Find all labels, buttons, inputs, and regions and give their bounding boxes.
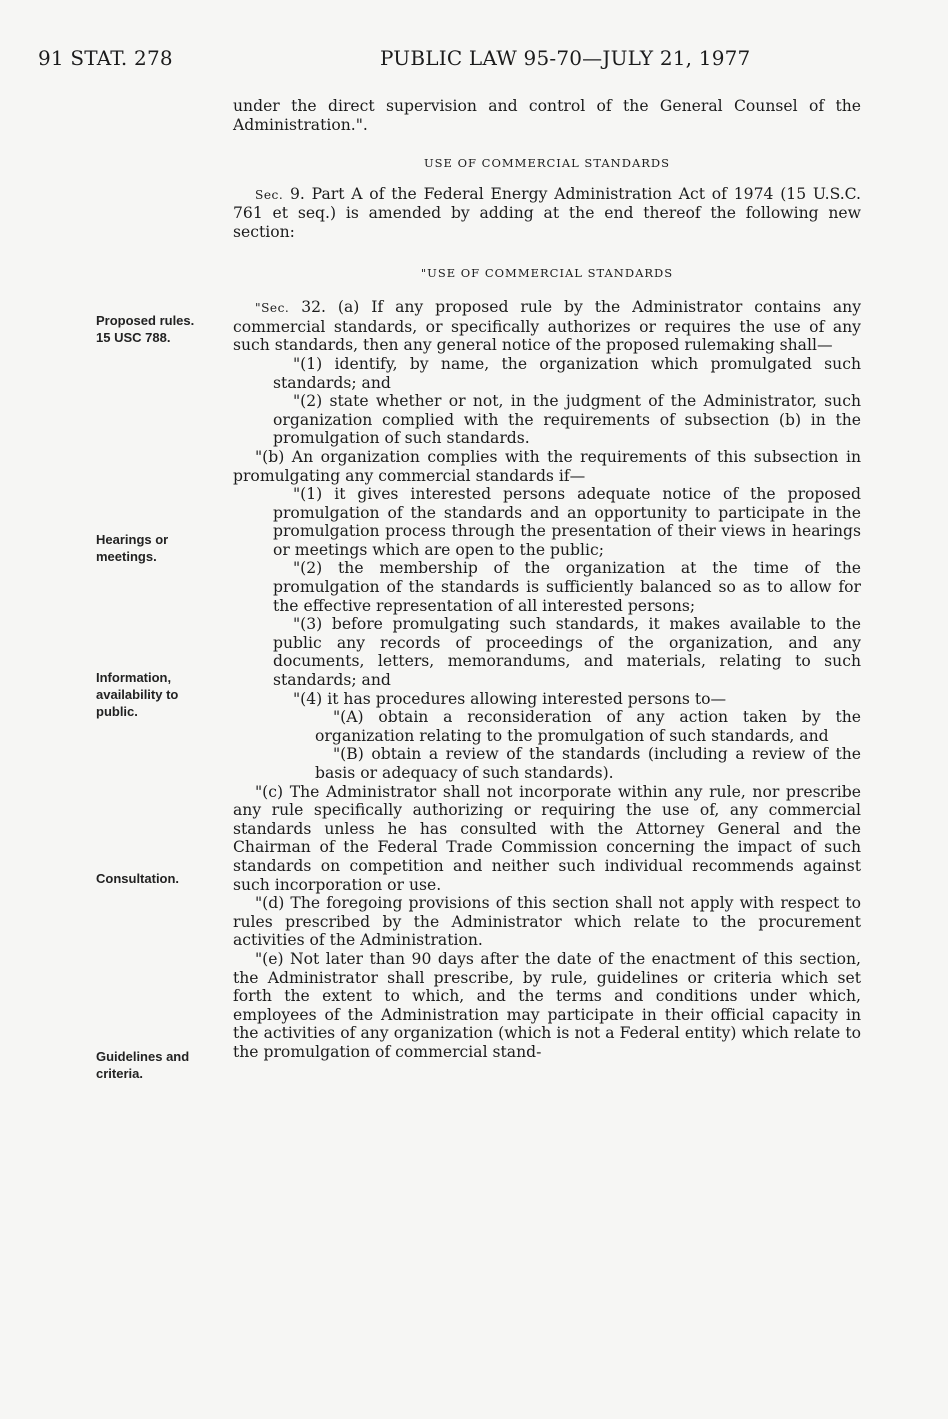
paragraph-b4a: "(A) obtain a reconsideration of any action taken by the organization relating to the promulgation of such standards, and	[315, 708, 861, 745]
paragraph-b1: "(1) it gives interested persons adequate notice of the proposed promulgation of the standards and an opportunity to participate in the promulgation process through the presentation of their views in hearings or meetings which are open to the public;	[273, 485, 861, 559]
statute-page-number: 91 STAT. 278	[38, 46, 173, 70]
margin-note-line: 15 USC 788.	[96, 330, 171, 345]
margin-note-guidelines	[96, 1048, 221, 1082]
new-section-heading: "USE OF COMMERCIAL STANDARDS	[420, 265, 674, 280]
section-32-paragraph	[233, 298, 861, 355]
margin-note-line: Proposed rules.	[96, 313, 195, 328]
margin-note-line: public.	[96, 704, 138, 719]
paragraph-a1: "(1) identify, by name, the organization which promulgated such standards; and	[273, 354, 861, 392]
paragraph-b: "(b) An organization complies with the requirements of this subsection in promulgating any commercial standards if—	[233, 447, 861, 485]
section-heading: USE OF COMMERCIAL STANDARDS	[423, 156, 671, 171]
section-label: Sec.	[255, 187, 284, 202]
running-header-title: PUBLIC LAW 95-70—JULY 21, 1977	[380, 46, 751, 70]
margin-note-line: meetings.	[96, 549, 157, 564]
paragraph-d: "(d) The foregoing provisions of this section shall not apply with respect to rules prescribed by the Administrator which relate to the procurement activities of the Administration.	[233, 894, 861, 950]
margin-note-hearings	[96, 531, 221, 565]
section-label: "Sec.	[255, 301, 290, 316]
paragraph-b4b: "(B) obtain a review of the standards (including a review of the basis or adequacy of such standards).	[315, 745, 861, 782]
margin-note-line: criteria.	[96, 1066, 143, 1081]
margin-note-line: Consultation.	[96, 871, 180, 886]
continuation-paragraph: under the direct supervision and control of the General Counsel of the Administration.".	[233, 97, 861, 134]
margin-note-line: Hearings or	[96, 532, 169, 547]
margin-note-proposed-rules	[96, 312, 221, 346]
paragraph-c: "(c) The Administrator shall not incorporate within any rule, nor prescribe any rule specifically authorizing or requiring the use of, any commercial standards unless he has consulted with the Attorney General and the Chairman of the Federal Trade Commission concerning the impact of such standards on competition and neither such individual recommends against such incorporation or use.	[233, 782, 861, 894]
paragraph-b3: "(3) before promulgating such standards, it makes available to the public any records of proceedings of the organization, and any documents, letters, memorandums, and materials, relating to such standards; and	[273, 615, 861, 690]
paragraph-b4: "(4) it has procedures allowing interested persons to—	[293, 689, 727, 708]
section-9-paragraph	[233, 185, 861, 242]
margin-note-consultation	[96, 870, 221, 887]
paragraph-e: "(e) Not later than 90 days after the date of the enactment of this section, the Administrator shall prescribe, by rule, guidelines or criteria which set forth the extent to which, and the terms and conditions under which, employees of the Administration may participate in their official capacity in the activities of any organization (which is not a Federal entity) which relate to the promulgation of commercial stand-	[233, 949, 861, 1061]
paragraph-b2: "(2) the membership of the organization at the time of the promulgation of the standards is sufficiently balanced so as to allow for the effective representation of all interested persons;	[273, 559, 861, 615]
paragraph-a2: "(2) state whether or not, in the judgment of the Administrator, such organization complied with the requirements of subsection (b) in the promulgation of such standards.	[273, 392, 861, 448]
section-32-text: 32. (a) If any proposed rule by the Administrator contains any commercial standards, or specifically authorizes or requires the use of any such standards, then any general notice of the proposed rulemaking shall—	[233, 298, 861, 355]
margin-note-line: Guidelines and	[96, 1049, 190, 1064]
margin-note-line: availability to	[96, 687, 179, 702]
margin-note-information	[96, 669, 221, 720]
section-9-text: 9. Part A of the Federal Energy Administration Act of 1974 (15 U.S.C. 761 et seq.) is amended by adding at the end thereof the following new section:	[233, 184, 861, 241]
body-text	[233, 97, 861, 1062]
margin-note-line: Information,	[96, 670, 172, 685]
